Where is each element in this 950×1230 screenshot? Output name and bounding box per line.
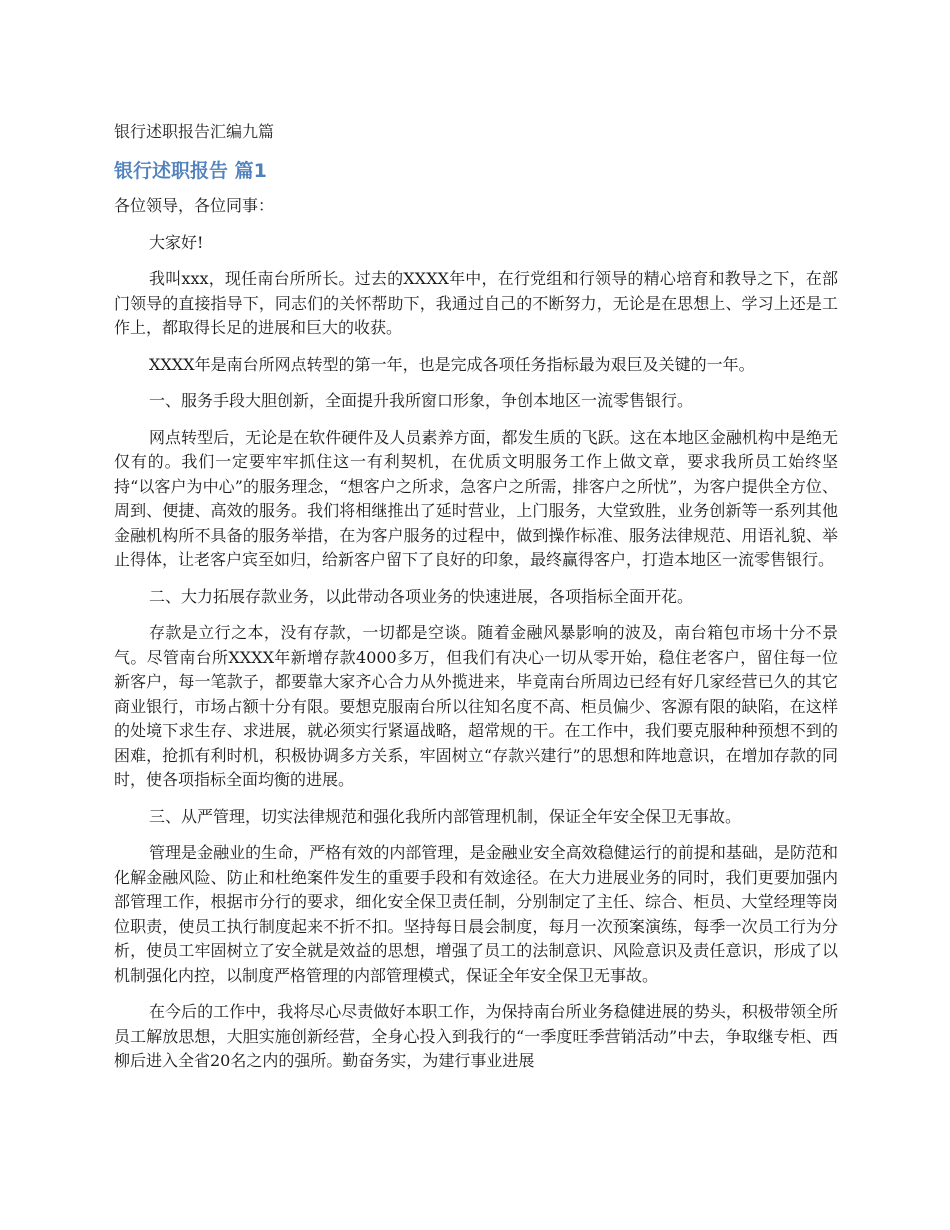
document-body: [114, 120, 838, 1086]
paragraph: 各位领导，各位同事：: [114, 196, 275, 215]
section-heading: 银行述职报告 篇1: [114, 160, 267, 182]
document-title: 银行述职报告汇编九篇: [114, 122, 275, 141]
paragraph: 管理是金融业的生命，严格有效的内部管理，是金融业安全高效稳健运行的前提和基础，是防范和化解金融风险、防止和杜绝案件发生的重要手段和有效途径。在大力进展业务的同时，我们更要加强内部管理工作，根据市分行的要求，细化安全保卫责任制，分别制定了主任、综合、柜员、大堂经理等岗位职责，使员工执行制度起来不折不扣。坚持每日晨会制度，每月一次预案演练，每季一次员工行为分析，使员工牢固树立了安全就是效益的思想，增强了员工的法制意识、风险意识及责任意识，形成了以机制强化内控，以制度严格管理的内部管理模式，保证全年安全保卫无事故。: [114, 843, 838, 985]
paragraph: 我叫xxx，现任南台所所长。过去的XXXX年中，在行党组和行领导的精心培育和教导之下，在部门领导的直接指导下，同志们的关怀帮助下，我通过自己的不断努力，无论是在思想上、学习上还是工作上，都取得长足的进展和巨大的收获。: [114, 269, 838, 337]
paragraph: 存款是立行之本，没有存款，一切都是空谈。随着金融风暴影响的波及，南台箱包市场十分不景气。尽管南台所XXXX年新增存款4000多万，但我们有决心一切从零开始，稳住老客户，留住每一位新客户，每一笔款子，都要靠大家齐心合力从外揽进来，毕竟南台所周边已经有好几家经营已久的其它商业银行，市场占额十分有限。要想克服南台所以往知名度不高、柜员偏少、客源有限的缺陷，在这样的处境下求生存、求进展，就必须实行紧逼战略，超常规的干。在工作中，我们要克服种种预想不到的困难，抢抓有利时机，积极协调多方关系，牢固树立“存款兴建行”的思想和阵地意识，在增加存款的同时，使各项指标全面均衡的进展。: [114, 623, 838, 789]
paragraph-list: [114, 194, 838, 1074]
paragraph: 在今后的工作中，我将尽心尽责做好本职工作，为保持南台所业务稳健进展的势头，积极带领全所员工解放思想，大胆实施创新经营，全身心投入到我行的“一季度旺季营销活动”中去，争取继专柜、西柳后进入全省20名之内的强所。勤奋务实，为建行事业进展: [114, 1002, 838, 1070]
paragraph: XXXX年是南台所网点转型的第一年，也是完成各项任务指标最为艰巨及关键的一年。: [149, 354, 755, 374]
paragraph: 网点转型后，无论是在软件硬件及人员素养方面，都发生质的飞跃。这在本地区金融机构中是绝无仅有的。我们一定要牢牢抓住这一有利契机，在优质文明服务工作上做文章，要求我所员工始终坚持“以客户为中心”的服务理念，“想客户之所求，急客户之所需，排客户之所忧”，为客户提供全方位、周到、便捷、高效的服务。我们将相继推出了延时营业，上门服务，大堂致胜，业务创新等一系列其他金融机构所不具备的服务举措，在为客户服务的过程中，做到操作标准、服务法律规范、用语礼貌、举止得体，让老客户宾至如归，给新客户留下了良好的印象，最终赢得客户，打造本地区一流零售银行。: [114, 427, 838, 569]
paragraph: 一、服务手段大胆创新，全面提升我所窗口形象，争创本地区一流零售银行。: [149, 391, 694, 410]
paragraph: 三、从严管理，切实法律规范和强化我所内部管理机制，保证全年安全保卫无事故。: [149, 806, 742, 826]
paragraph: 二、大力拓展存款业务，以此带动各项业务的快速进展，各项指标全面开花。: [149, 586, 694, 606]
paragraph: 大家好!: [149, 232, 204, 252]
